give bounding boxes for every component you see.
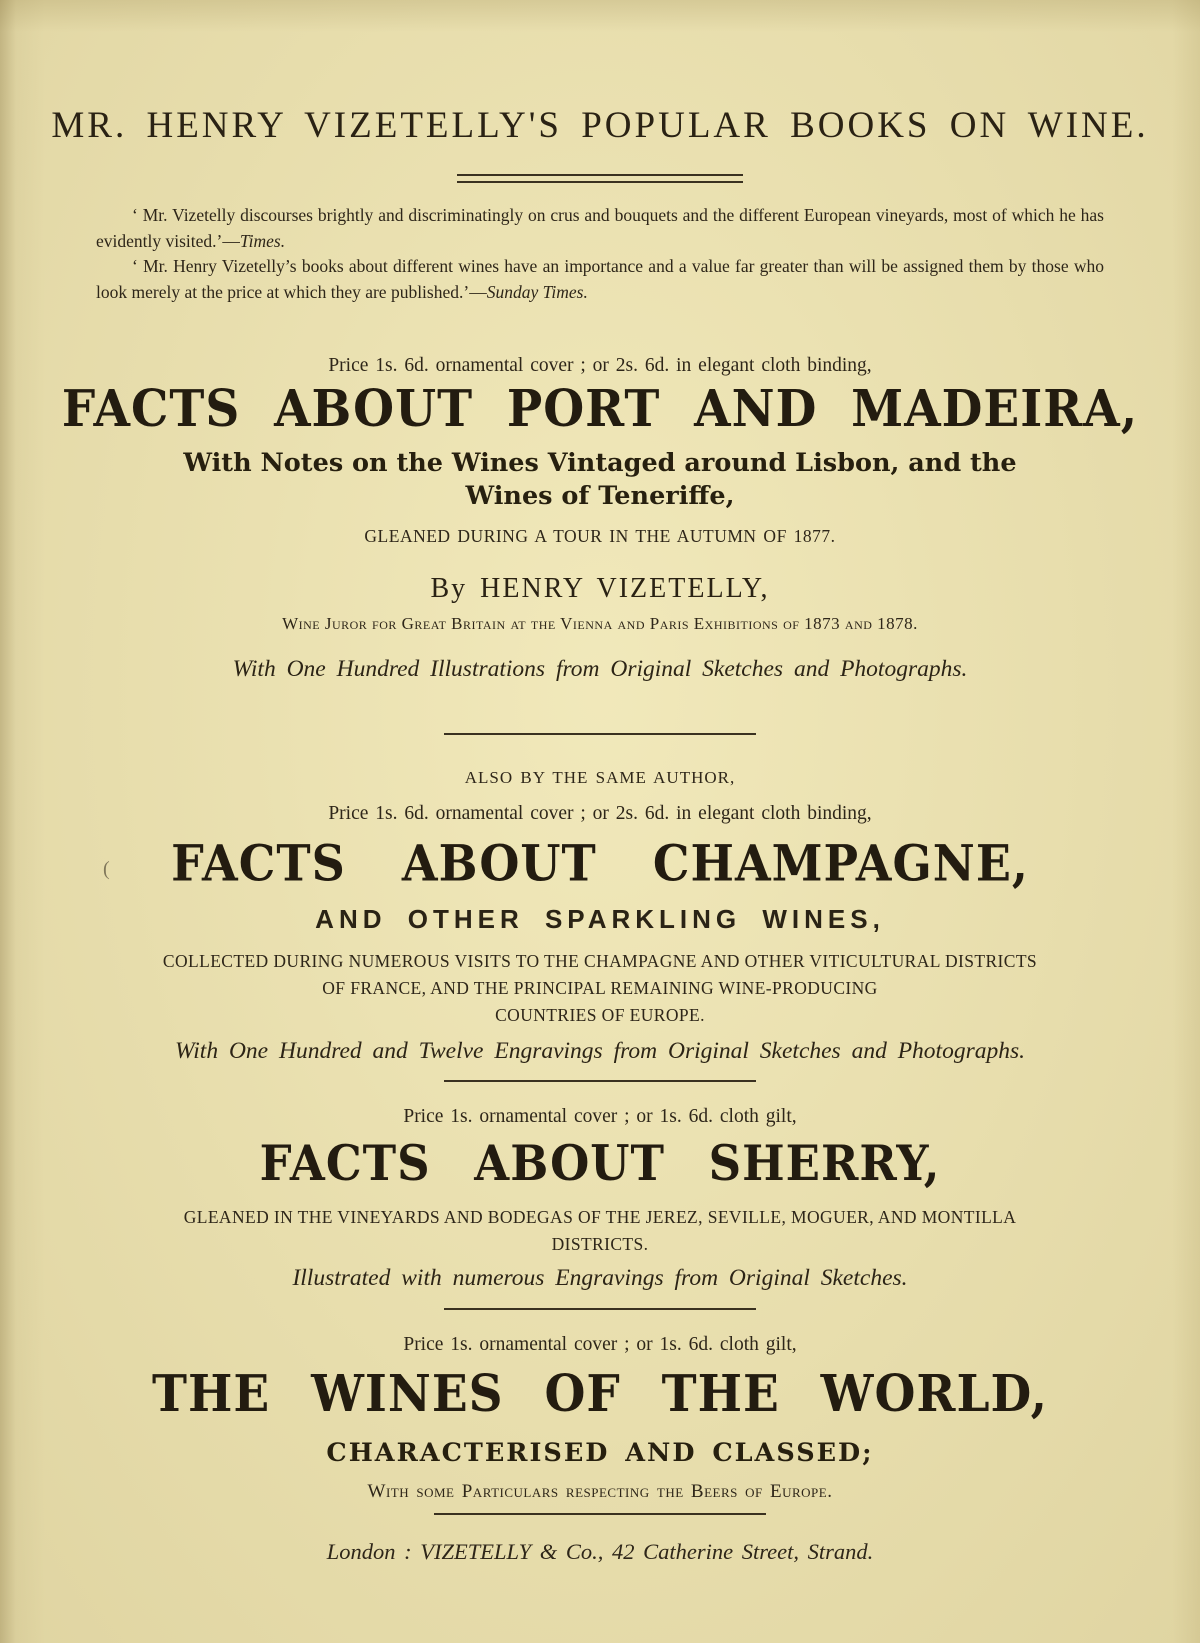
description-line: GLEANED IN THE VINEYARDS AND BODEGAS OF THE JEREZ, SEVILLE, MOGUER, AND MONTILLA (183, 1207, 1017, 1227)
review-source: Sunday Times. (486, 281, 588, 302)
press-reviews (96, 203, 1104, 305)
price-line: Price 1s. ornamental cover ; or 1s. 6d. cloth gilt, (403, 1334, 797, 1355)
book-description (0, 948, 1200, 1029)
description-line: COLLECTED DURING NUMEROUS VISITS TO THE CHAMPAGNE AND OTHER VITICULTURAL DISTRICTS (162, 951, 1038, 971)
book-section-wines-of-the-world (0, 1334, 1200, 1515)
subtitle-line: Wines of Teneriffe, (465, 481, 735, 511)
illustrations-note: Illustrated with numerous Engravings from Original Sketches. (292, 1265, 908, 1291)
book-subtitle (0, 447, 1200, 513)
description-line: OF FRANCE, AND THE PRINCIPAL REMAINING WINE-PRODUCING (322, 978, 878, 998)
book-description (0, 1204, 1200, 1258)
book-section-champagne (0, 768, 1200, 1082)
review-quote-text: ‘ Mr. Vizetelly discourses brightly and discriminatingly on crus and bouquets and the different European vineyards, most of which he has evidently visited.’— (96, 205, 1104, 251)
double-rule-divider (457, 174, 743, 183)
section-divider (444, 1308, 756, 1310)
author-credentials: Wine Juror for Great Britain at the Vienna and Paris Exhibitions of 1873 and 1878. (282, 614, 918, 633)
subtitle-line: With Notes on the Wines Vintaged around Lisbon, and the (183, 448, 1017, 478)
book-subtitle: CHARACTERISED AND CLASSED; (326, 1438, 874, 1468)
scan-artifact-mark: ( (103, 858, 110, 880)
book-subtitle: AND OTHER SPARKLING WINES, (315, 904, 885, 934)
section-divider (444, 733, 756, 735)
review-quote-times (96, 203, 1104, 254)
price-line: Price 1s. ornamental cover ; or 1s. 6d. cloth gilt, (403, 1106, 797, 1127)
review-source: Times. (239, 230, 286, 251)
book-title: THE WINES OF THE WORLD, (152, 1364, 1048, 1425)
price-line: Price 1s. 6d. ornamental cover ; or 2s. 6d. in elegant cloth binding, (328, 803, 872, 824)
price-line: Price 1s. 6d. ornamental cover ; or 2s. 6d. in elegant cloth binding, (328, 355, 872, 376)
page-title: MR. HENRY VIZETELLY'S POPULAR BOOKS ON WINE. (51, 105, 1149, 146)
review-quote-text: ‘ Mr. Henry Vizetelly’s books about different wines have an importance and a value far greater than will be assigned them by those who look merely at the price at which they are published.’— (96, 256, 1104, 302)
book-section-port-and-madeira (0, 355, 1200, 735)
publisher-imprint: London : VIZETELLY & Co., 42 Catherine Street, Strand. (326, 1539, 874, 1564)
description-line: COUNTRIES OF EUROPE. (495, 1005, 705, 1025)
description-line: DISTRICTS. (551, 1234, 649, 1254)
illustrations-note: With One Hundred and Twelve Engravings from Original Sketches and Photographs. (174, 1038, 1025, 1064)
particulars-line: With some Particulars respecting the Beers of Europe. (367, 1481, 833, 1502)
review-quote-sunday-times (96, 254, 1104, 305)
author-byline: By HENRY VIZETELLY, (430, 573, 770, 604)
book-title: FACTS ABOUT CHAMPAGNE, (171, 833, 1029, 893)
book-section-sherry (0, 1106, 1200, 1310)
also-by-line: ALSO BY THE SAME AUTHOR, (464, 768, 736, 787)
book-note: GLEANED DURING A TOUR IN THE AUTUMN OF 1877. (364, 526, 836, 546)
section-divider (434, 1513, 766, 1515)
illustrations-note: With One Hundred Illustrations from Original Sketches and Photographs. (232, 656, 968, 682)
section-divider (444, 1080, 756, 1082)
book-title: FACTS ABOUT PORT AND MADEIRA, (61, 379, 1139, 440)
book-title: FACTS ABOUT SHERRY, (259, 1134, 941, 1193)
